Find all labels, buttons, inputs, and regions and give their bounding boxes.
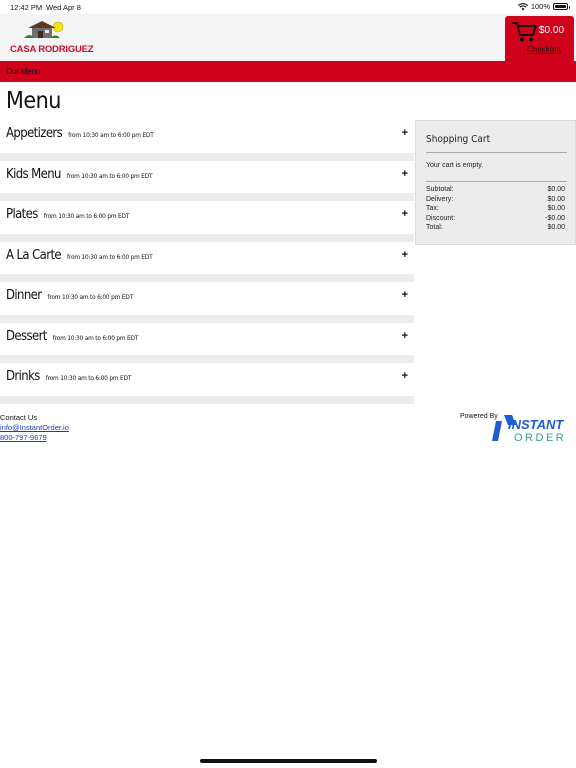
breadcrumb-bar: [0, 61, 576, 82]
plus-icon[interactable]: +: [401, 127, 408, 139]
category-hours: from 10:30 am to 6:00 pm EDT: [45, 374, 132, 382]
divider: [426, 152, 567, 153]
plus-icon[interactable]: +: [401, 208, 408, 220]
line-value: $0.00: [547, 224, 565, 232]
battery-icon: [553, 3, 568, 10]
line-label: Delivery:: [426, 195, 454, 203]
category-hours: from 10:30 am to 6:00 pm EDT: [52, 333, 139, 342]
status-right: [518, 2, 568, 11]
category-name: Dessert: [6, 328, 47, 344]
line-label: Discount:: [426, 214, 456, 222]
divider: [0, 193, 414, 201]
line-value: $0.00: [547, 186, 565, 193]
menu-category-dessert[interactable]: [0, 323, 414, 364]
category-hours: from 10:30 am to 6:00 pm EDT: [47, 293, 133, 301]
menu-category-dinner[interactable]: [0, 282, 414, 323]
wifi-icon: [518, 3, 528, 11]
brand-word-instant: INSTANT: [508, 417, 564, 432]
cart-empty-message: Your cart is empty.: [426, 162, 484, 169]
divider: [0, 315, 414, 323]
menu-category-appetizers[interactable]: [0, 120, 414, 161]
category-hours: from 10:30 am to 6:00 pm EDT: [66, 171, 153, 180]
plus-icon[interactable]: +: [401, 248, 408, 261]
instant-order-logo[interactable]: [490, 413, 576, 443]
category-name: Dinner: [6, 288, 42, 303]
divider: [0, 274, 414, 282]
shopping-cart-panel: [415, 120, 576, 245]
restaurant-logo[interactable]: [10, 18, 94, 58]
cart-icon: [512, 21, 538, 43]
header-cart-total: $0.00: [539, 25, 565, 36]
line-value: -$0.00: [545, 214, 565, 222]
cart-title: Shopping Cart: [426, 134, 491, 145]
home-indicator[interactable]: [200, 759, 377, 763]
category-name: Appetizers: [6, 126, 63, 141]
breadcrumb[interactable]: Our Menu: [6, 67, 40, 76]
category-name: A La Carte: [6, 247, 62, 263]
powered-by-label: Powered By: [460, 413, 498, 420]
category-name: Drinks: [6, 369, 40, 384]
cart-line-subtotal: [426, 185, 565, 195]
header-cart[interactable]: [505, 16, 574, 63]
status-time: 12:42 PM: [10, 3, 43, 12]
divider: [0, 396, 414, 404]
cart-line-tax: [426, 204, 565, 214]
line-value: $0.00: [547, 205, 565, 213]
line-label: Total:: [426, 224, 443, 232]
divider: [0, 234, 414, 242]
plus-icon[interactable]: +: [401, 370, 408, 382]
category-hours: from 10:30 am to 6:00 pm EDT: [68, 131, 154, 139]
cart-line-total: [426, 223, 565, 233]
plus-icon[interactable]: +: [401, 289, 408, 301]
divider: [0, 355, 414, 363]
menu-category-a-la-carte[interactable]: [0, 242, 414, 283]
contact-phone-link[interactable]: 800-797-9679: [0, 432, 47, 442]
line-label: Tax:: [426, 205, 439, 213]
site-header: [0, 14, 576, 61]
divider: [426, 181, 567, 182]
contact-email-link[interactable]: info@InstantOrder.io: [0, 422, 69, 432]
menu-category-drinks[interactable]: [0, 363, 414, 404]
footer-contact: [0, 413, 69, 442]
menu-category-plates[interactable]: [0, 201, 414, 242]
menu-category-kids-menu[interactable]: [0, 161, 414, 202]
category-hours: from 10:30 am to 6:00 pm EDT: [67, 252, 153, 261]
category-name: Plates: [6, 207, 38, 222]
divider: [0, 153, 414, 161]
house-sun-icon: [10, 18, 82, 42]
battery-percent: 100%: [530, 2, 550, 11]
plus-icon[interactable]: +: [401, 329, 408, 342]
cart-line-delivery: [426, 195, 565, 205]
cart-totals: [426, 185, 565, 233]
brand-word-order: ORDER: [514, 432, 567, 443]
line-value: $0.00: [547, 195, 565, 203]
status-bar: [0, 0, 576, 14]
logo-text: CASA RODRIGUEZ: [10, 44, 94, 55]
status-date: Wed Apr 8: [46, 3, 81, 12]
page-title: Menu: [6, 88, 61, 114]
category-name: Kids Menu: [6, 166, 61, 182]
plus-icon[interactable]: +: [401, 167, 408, 180]
contact-heading: Contact Us: [0, 413, 38, 422]
line-label: Subtotal:: [426, 186, 454, 193]
checkout-link[interactable]: Checkout: [527, 45, 561, 54]
category-hours: from 10:30 am to 6:00 pm EDT: [43, 212, 130, 220]
cart-line-discount: [426, 214, 565, 224]
menu-category-list: [0, 120, 414, 404]
